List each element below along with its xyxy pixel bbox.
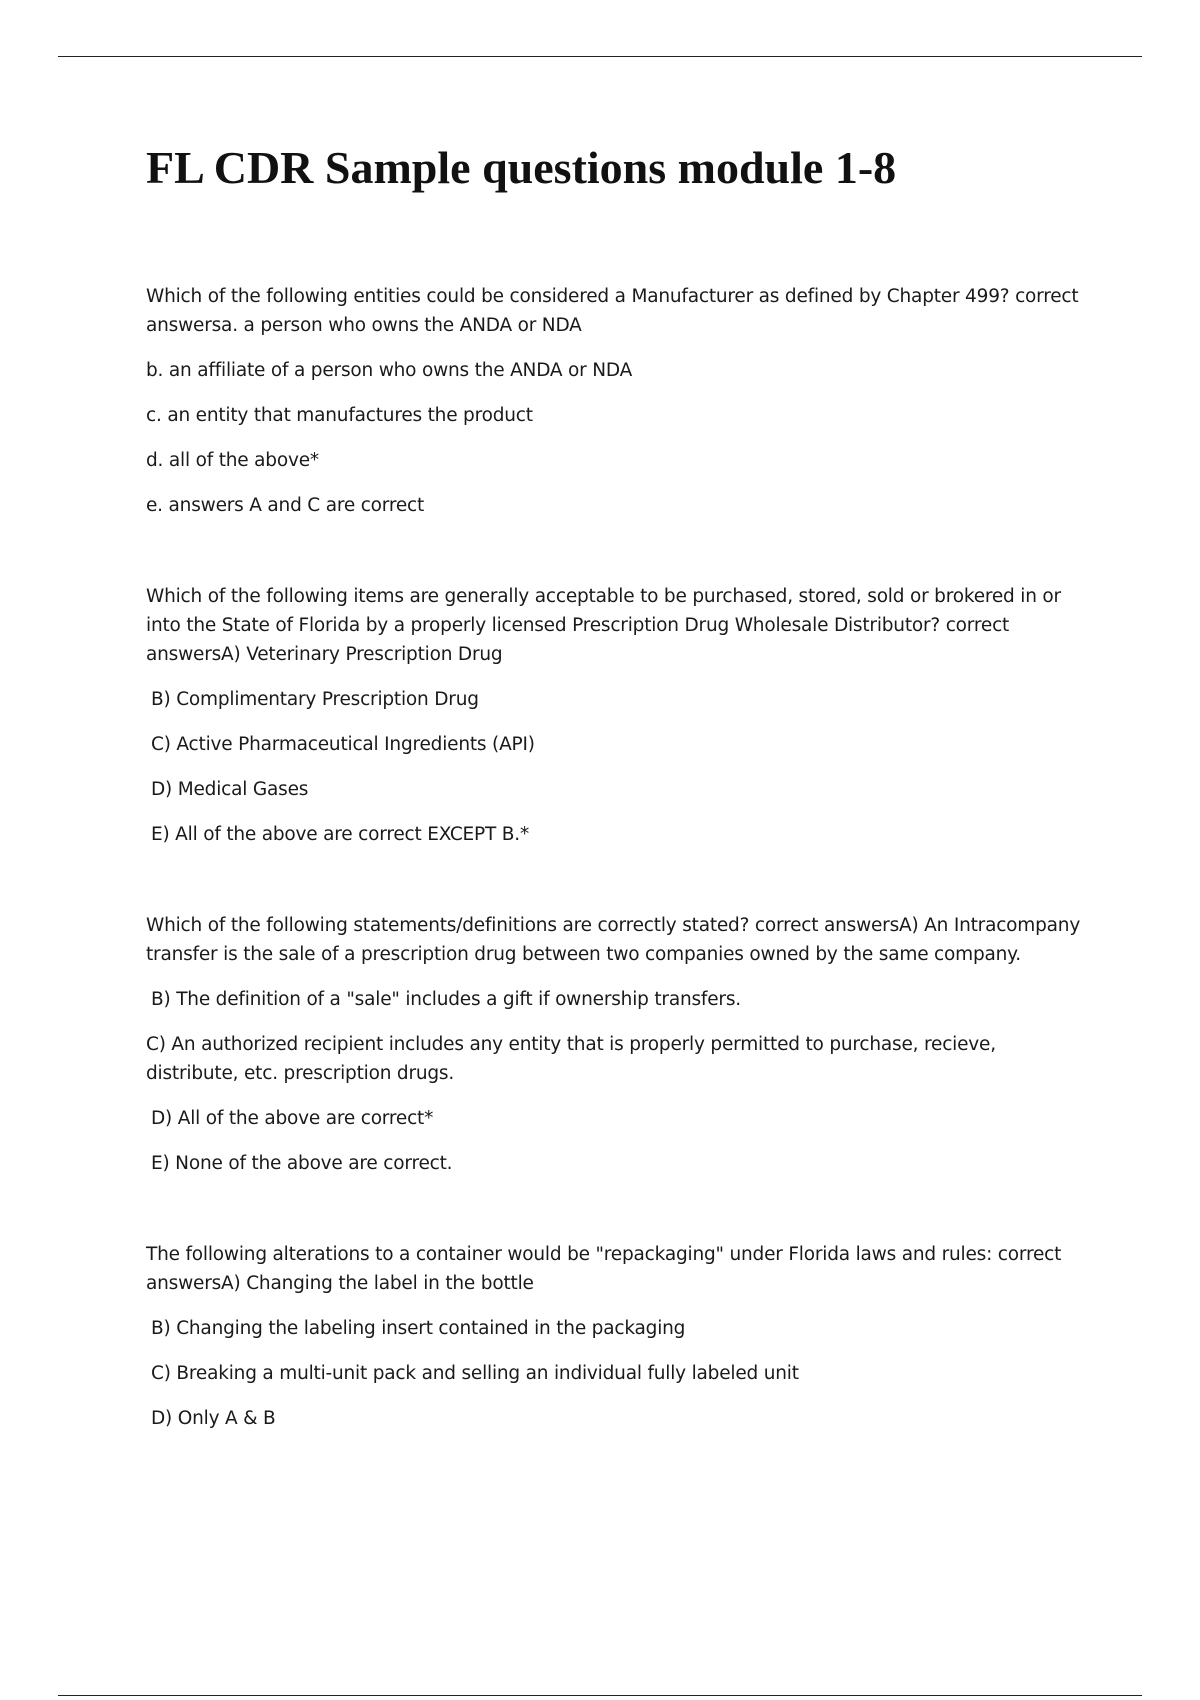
answer-option: E) All of the above are correct EXCEPT B.* [151, 824, 530, 845]
answer-option: D) All of the above are correct* [151, 1108, 434, 1129]
top-rule [58, 56, 1142, 57]
question-2 [146, 582, 1086, 849]
question-text: Which of the following statements/definitions are correctly stated? correct answersA) An Intracompany transfer is the sale of a prescription drug between two companies owned by the same company. [146, 915, 1081, 965]
question-text: Which of the following entities could be considered a Manufacturer as defined by Chapter 499? correct answersa. a person who owns the ANDA or NDA [146, 286, 1079, 336]
answer-option: E) None of the above are correct. [151, 1153, 453, 1174]
answer-option: C) An authorized recipient includes any entity that is properly permitted to purchase, recieve, distribute, etc. prescription drugs. [146, 1034, 996, 1084]
answer-option: C) Breaking a multi-unit pack and selling an individual fully labeled unit [151, 1363, 799, 1384]
question-3 [146, 911, 1086, 1178]
answer-option: D) Only A & B [151, 1408, 276, 1429]
question-1 [146, 282, 1086, 520]
question-text: The following alterations to a container would be "repackaging" under Florida laws and rules: correct answersA) Changing the label in the bottle [146, 1244, 1062, 1294]
question-4 [146, 1240, 1086, 1433]
bottom-rule [58, 1695, 1142, 1696]
answer-option: B) Changing the labeling insert contained in the packaging [151, 1318, 686, 1339]
answer-option: c. an entity that manufactures the product [146, 405, 533, 426]
document-title: FL CDR Sample questions module 1-8 [146, 142, 897, 193]
answer-option: b. an affiliate of a person who owns the ANDA or NDA [146, 360, 633, 381]
answer-option: B) Complimentary Prescription Drug [151, 689, 479, 710]
answer-option: C) Active Pharmaceutical Ingredients (API) [151, 734, 535, 755]
question-text: Which of the following items are generally acceptable to be purchased, stored, sold or brokered in or into the State of Florida by a properly licensed Prescription Drug Wholesale Distributor? correct answersA) Veterinary Prescription Drug [146, 586, 1061, 665]
answer-option: d. all of the above* [146, 450, 319, 471]
answer-option: e. answers A and C are correct [146, 495, 425, 516]
answer-option: D) Medical Gases [151, 779, 309, 800]
document-page [146, 140, 1086, 1495]
answer-option: B) The definition of a "sale" includes a gift if ownership transfers. [151, 989, 741, 1010]
